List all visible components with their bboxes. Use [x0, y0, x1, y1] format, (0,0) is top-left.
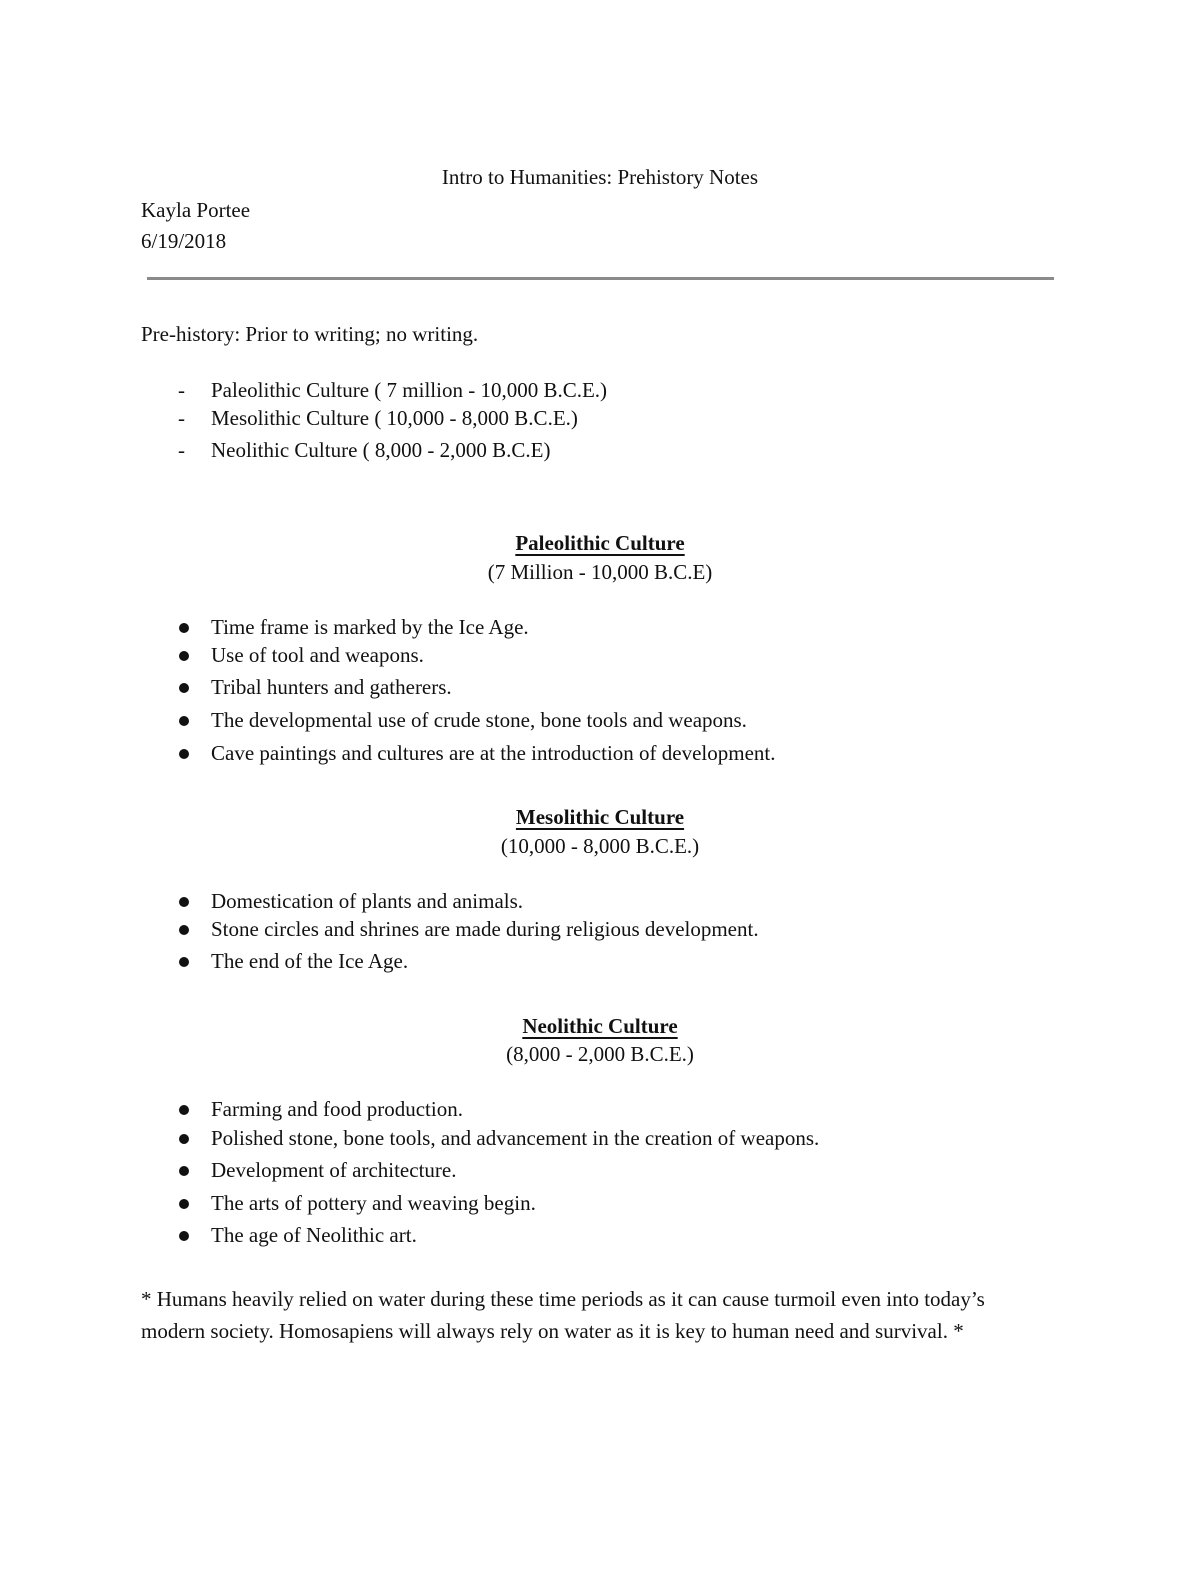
bullet-text: Use of tool and weapons. [211, 643, 424, 667]
bullet-text: Development of architecture. [211, 1158, 457, 1182]
document-title: Intro to Humanities: Prehistory Notes [441, 165, 759, 189]
bullet-icon [179, 1199, 189, 1209]
bullet-icon [179, 1105, 189, 1115]
bullet-icon [179, 683, 189, 693]
author-name: Kayla Portee [141, 198, 251, 222]
bullet-icon [179, 897, 189, 907]
horizontal-rule [147, 277, 1054, 280]
dash-marker: - [178, 406, 185, 430]
section-heading: Mesolithic Culture [515, 805, 685, 829]
bullet-text: Time frame is marked by the Ice Age. [211, 615, 529, 639]
bullet-text: Farming and food production. [211, 1097, 463, 1121]
section-heading: Neolithic Culture [522, 1014, 678, 1038]
bullet-icon [179, 925, 189, 935]
bullet-text: Tribal hunters and gatherers. [211, 675, 452, 699]
closing-note: * Humans heavily relied on water during these time periods as it can cause turmoil even into today’s modern society. Homosapiens will always rely on water as it is key to human need and survival. * [141, 1287, 985, 1343]
bullet-text: The end of the Ice Age. [211, 949, 409, 973]
bullet-text: The developmental use of crude stone, bone tools and weapons. [211, 708, 747, 732]
bullet-icon [179, 1166, 189, 1176]
bullet-text: Polished stone, bone tools, and advancement in the creation of weapons. [211, 1126, 820, 1150]
dash-marker: - [178, 438, 185, 462]
bullet-icon [179, 716, 189, 726]
bullet-icon [179, 1134, 189, 1144]
bullet-text: Stone circles and shrines are made during religious development. [211, 917, 759, 941]
section-date-range: (7 Million - 10,000 B.C.E) [487, 560, 713, 584]
bullet-icon [179, 623, 189, 633]
bullet-text: Cave paintings and cultures are at the introduction of development. [211, 741, 776, 765]
dash-marker: - [178, 378, 185, 402]
section-date-range: (10,000 - 8,000 B.C.E.) [500, 834, 700, 858]
period-item-text: Paleolithic Culture ( 7 million - 10,000 B.C.E.) [211, 378, 608, 402]
document-date: 6/19/2018 [141, 229, 227, 253]
bullet-text: Domestication of plants and animals. [211, 889, 524, 913]
bullet-text: The age of Neolithic art. [211, 1223, 417, 1247]
bullet-icon [179, 957, 189, 967]
section-date-range: (8,000 - 2,000 B.C.E.) [506, 1042, 694, 1066]
bullet-icon [179, 749, 189, 759]
period-item-text: Neolithic Culture ( 8,000 - 2,000 B.C.E) [211, 438, 551, 462]
period-item-text: Mesolithic Culture ( 10,000 - 8,000 B.C.E.) [211, 406, 578, 430]
section-heading: Paleolithic Culture [515, 531, 685, 555]
bullet-icon [179, 651, 189, 661]
bullet-icon [179, 1231, 189, 1241]
prehistory-definition: Pre-history: Prior to writing; no writing. [141, 322, 479, 346]
bullet-text: The arts of pottery and weaving begin. [211, 1191, 536, 1215]
